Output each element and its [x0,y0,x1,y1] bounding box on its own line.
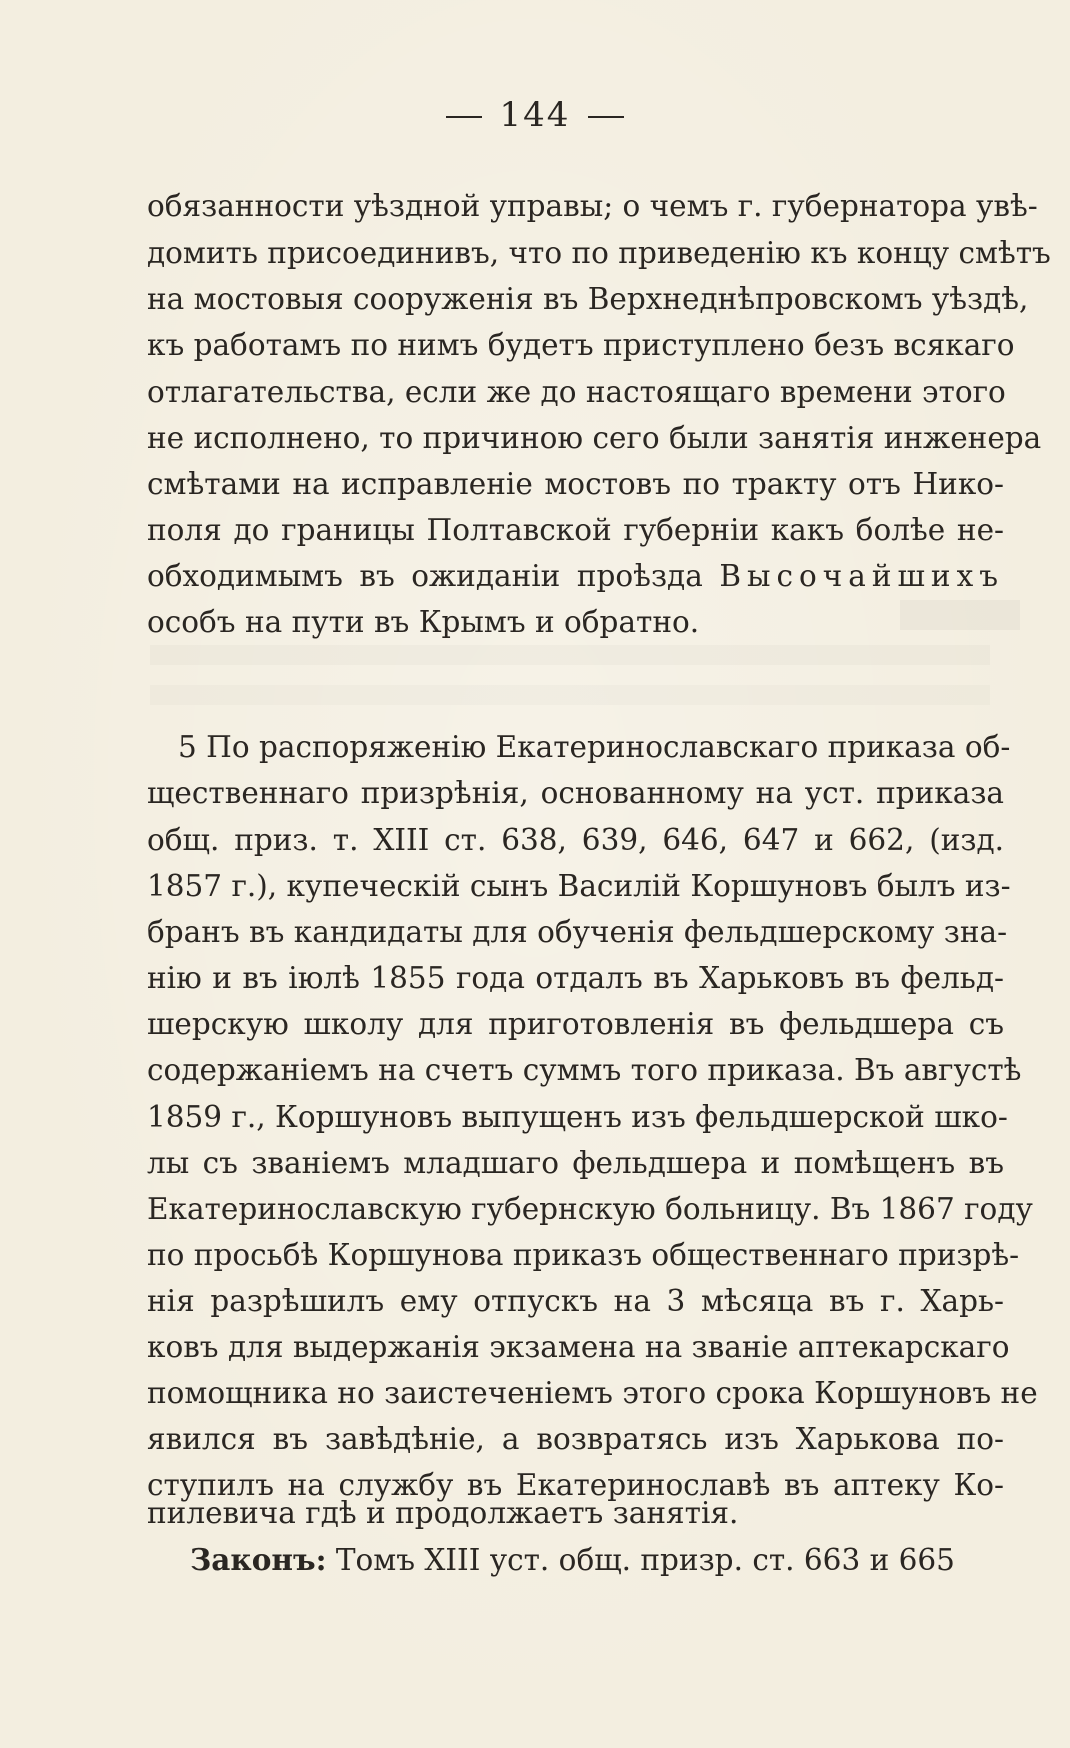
law-text: Томъ XIII уст. общ. призр. ст. 663 и 665 [326,1543,955,1577]
page-number [0,95,1070,135]
paragraph1-line-3: на мостовыя сооруженія въ Верхнеднѣпровскомъ уѣздѣ, [147,282,1029,316]
page-number-text: 144 [499,95,571,135]
paragraph1-line-4: къ работамъ по нимъ будетъ приступлено безъ всякаго [147,328,1015,362]
paragraph2-line-8: содержаніемъ на счетъ суммъ того приказа. Въ августѣ [147,1053,1022,1087]
paragraph2-line-5: бранъ въ кандидаты для обученія фельдшерскому зна- [147,915,1008,949]
paragraph1-line-5: отлагательства, если же до настоящаго времени этого [147,375,1006,409]
paragraph2-line-2: щественнаго призрѣнія, основанному на уст. приказа [147,776,1004,810]
paragraph2-line-4: 1857 г.), купеческій сынъ Василій Коршуновъ былъ из- [147,869,1011,903]
bleed-through-smudge [150,685,990,705]
law-label: Законъ: [190,1542,327,1577]
paragraph2-line-17: ступилъ на службу въ Екатеринославѣ въ аптеку Ко- [147,1468,1004,1502]
paragraph2-line-18: пилевича гдѣ и продолжаетъ занятія. [147,1496,739,1530]
page-number-dash-right [588,116,624,118]
bleed-through-smudge [150,645,990,665]
paragraph1-line-8: поля до границы Полтавской губерніи какъ болѣе не- [147,513,1004,547]
paragraph2-line-13: нія разрѣшилъ ему отпускъ на 3 мѣсяца въ г. Харь- [147,1284,1004,1318]
paragraph1-line-2: домить присоединивъ, что по приведенію къ концу смѣтъ [147,236,1051,270]
paragraph2-line-7: шерскую школу для приготовленія въ фельдшера съ [147,1007,1004,1041]
paragraph1-line-9 [147,556,1004,596]
paragraph2-line-9: 1859 г., Коршуновъ выпущенъ изъ фельдшерской шко- [147,1100,1008,1134]
paragraph2-line-10: лы съ званіемъ младшаго фельдшера и помѣщенъ въ [147,1146,1004,1180]
paragraph1-line-9-spaced-word: Высочайшихъ [719,559,1004,593]
paragraph1-line-10: особъ на пути въ Крымъ и обратно. [147,605,700,639]
paragraph2-line-12: по просьбѣ Коршунова приказъ общественнаго призрѣ- [147,1238,1020,1272]
paragraph1-line-9-text: обходимымъ въ ожиданіи проѣзда [147,559,703,593]
paragraph1-line-1: обязанности уѣздной управы; о чемъ г. губернатора увѣ- [147,189,1038,223]
paragraph1-line-7: смѣтами на исправленіе мостовъ по тракту отъ Нико- [147,467,1004,501]
paragraph2-line-16: явился въ завѣдѣніе, а возвратясь изъ Харькова по- [147,1422,1004,1456]
paragraph2-line-1: 5 По распоряженію Екатеринославскаго приказа об- [178,730,1011,764]
paragraph1-line-6: не исполнено, то причиною сего были занятія инженера [147,421,1042,455]
paragraph2-line-15: помощника но заистеченіемъ этого срока Коршуновъ не [147,1376,1038,1410]
page-number-dash-left [446,116,482,118]
paragraph2-line-6: нію и въ іюлѣ 1855 года отдалъ въ Харьковъ въ фельд- [147,961,1004,995]
paragraph2-line-11: Екатеринославскую губернскую больницу. Въ 1867 году [147,1192,1033,1226]
paragraph2-line-14: ковъ для выдержанія экзамена на званіе аптекарскаго [147,1330,1010,1364]
paragraph2-line-3: общ. приз. т. XIII ст. 638, 639, 646, 647 и 662, (изд. [147,823,1004,857]
law-reference [190,1540,980,1580]
